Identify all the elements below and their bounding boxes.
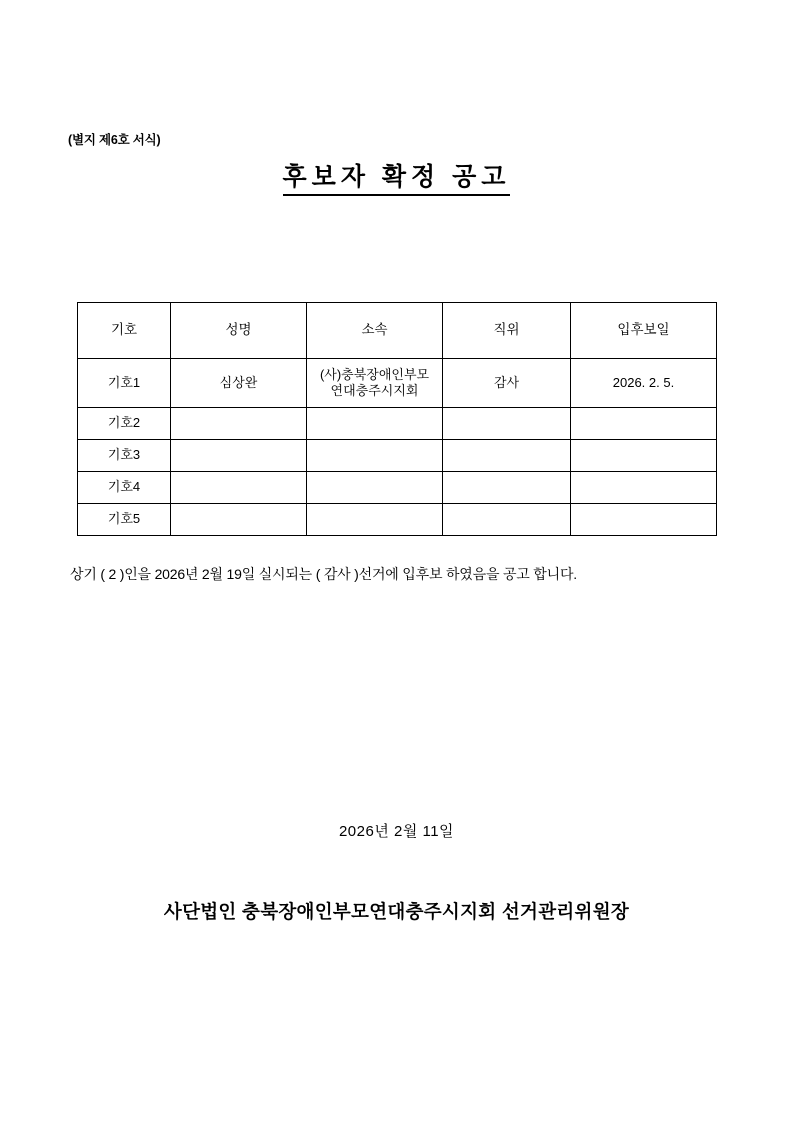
cell-no: 기호1 xyxy=(78,359,171,408)
issue-date: 2026년 2월 11일 xyxy=(338,823,455,840)
cell-no: 기호2 xyxy=(78,408,171,440)
cell-position xyxy=(443,504,571,536)
table-row xyxy=(78,359,717,408)
page-title-text: 후보자 확정 공고 xyxy=(283,163,511,196)
column-header-name: 성명 xyxy=(171,303,307,359)
cell-affiliation xyxy=(307,408,443,440)
cell-position xyxy=(443,440,571,472)
cell-name xyxy=(171,408,307,440)
cell-apply-date xyxy=(571,504,717,536)
cell-apply-date xyxy=(571,408,717,440)
page-title xyxy=(0,157,793,193)
cell-position xyxy=(443,472,571,504)
cell-apply-date: 2026. 2. 5. xyxy=(571,359,717,408)
column-header-position: 직위 xyxy=(443,303,571,359)
issuer-signature: 사단법인 충북장애인부모연대충주시지회 선거관리위원장 xyxy=(163,901,630,922)
table-row xyxy=(78,408,717,440)
cell-apply-date xyxy=(571,472,717,504)
table-header-row xyxy=(78,303,717,359)
table-row xyxy=(78,504,717,536)
cell-affiliation xyxy=(307,440,443,472)
cell-affiliation: (사)충북장애인부모 연대충주시지회 xyxy=(307,359,443,408)
table-header xyxy=(78,303,717,359)
column-header-no: 기호 xyxy=(78,303,171,359)
cell-name xyxy=(171,472,307,504)
column-header-apply-date: 입후보일 xyxy=(571,303,717,359)
cell-no: 기호3 xyxy=(78,440,171,472)
form-number: (별지 제6호 서식) xyxy=(68,133,161,147)
table-row xyxy=(78,472,717,504)
column-header-affiliation: 소속 xyxy=(307,303,443,359)
cell-position: 감사 xyxy=(443,359,571,408)
table-body xyxy=(78,359,717,536)
announcement-statement: 상기 ( 2 )인을 2026년 2월 19일 실시되는 ( 감사 )선거에 입후보 하였음을 공고 합니다. xyxy=(70,566,577,582)
cell-affiliation xyxy=(307,472,443,504)
table-row xyxy=(78,440,717,472)
cell-name xyxy=(171,440,307,472)
cell-name xyxy=(171,504,307,536)
cell-apply-date xyxy=(571,440,717,472)
cell-name: 심상완 xyxy=(171,359,307,408)
candidate-table xyxy=(77,302,717,536)
cell-affiliation xyxy=(307,504,443,536)
cell-no: 기호5 xyxy=(78,504,171,536)
cell-no: 기호4 xyxy=(78,472,171,504)
cell-position xyxy=(443,408,571,440)
